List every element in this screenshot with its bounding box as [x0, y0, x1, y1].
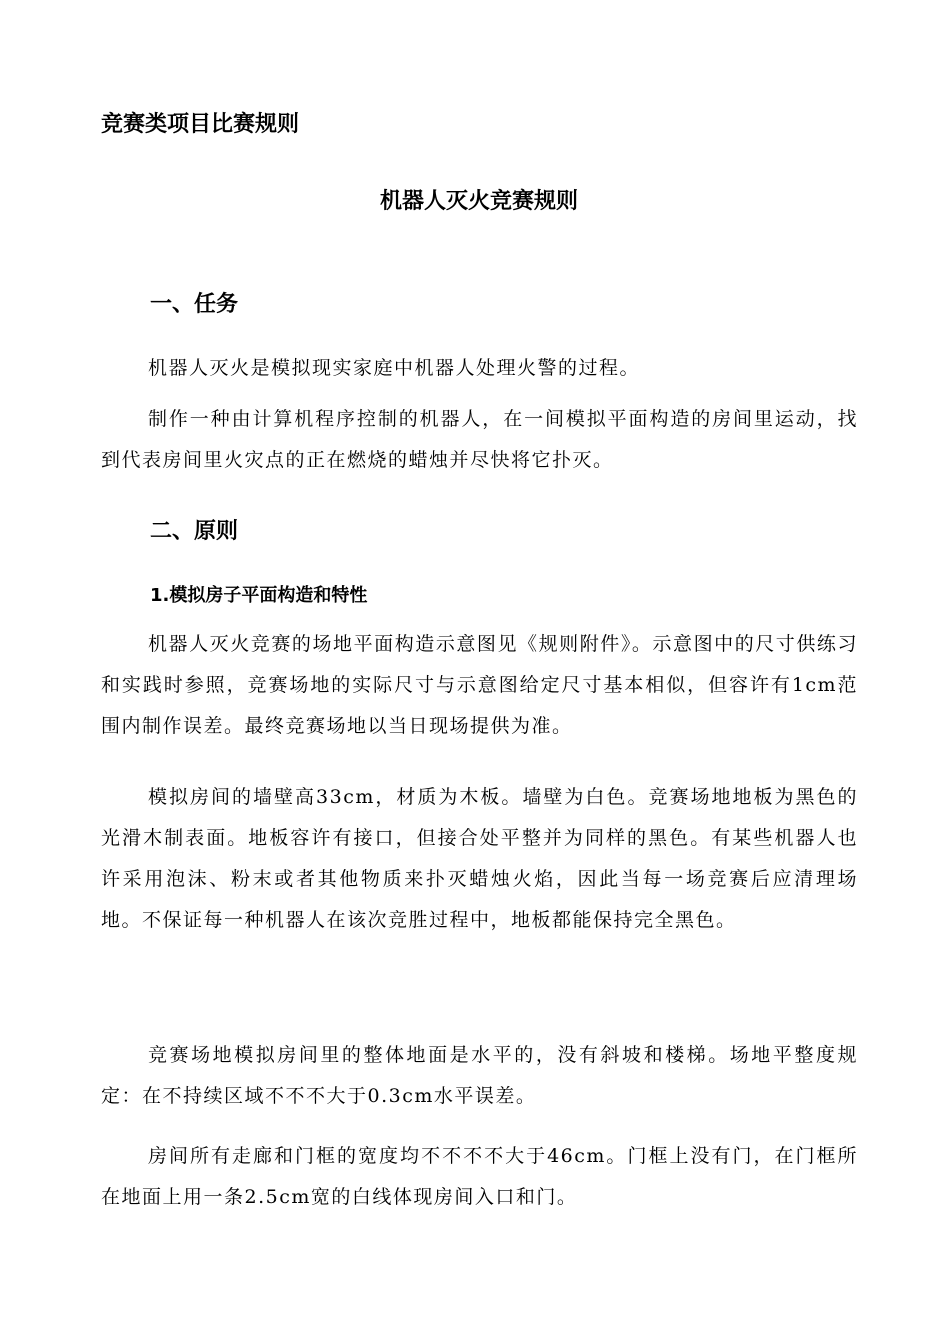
- paragraph-layout-1: 机器人灭火竞赛的场地平面构造示意图见《规则附件》。示意图中的尺寸供练习和实践时参照，竞赛场地的实际尺寸与示意图给定尺寸基本相似，但容许有1cm范围内制作误差。最终竞赛场地以当日现场提供为准。: [101, 633, 858, 737]
- paragraph-task-2: 制作一种由计算机程序控制的机器人，在一间模拟平面构造的房间里运动，找到代表房间里火灾点的正在燃烧的蜡烛并尽快将它扑灭。: [101, 408, 858, 471]
- paragraph-layout-3: 竞赛场地模拟房间里的整体地面是水平的，没有斜坡和楼梯。场地平整度规定：在不持续区域不不不大于0.3cm水平误差。: [101, 1044, 858, 1107]
- paragraph-layout-2: 模拟房间的墙壁高33cm，材质为木板。墙壁为白色。竞赛场地地板为黑色的光滑木制表面。地板容许有接口，但接合处平整并为同样的黑色。有某些机器人也许采用泡沫、粉末或者其他物质来扑灭蜡烛火焰，因此当每一场竞赛后应清理场地。不保证每一种机器人在该次竞胜过程中，地板都能保持完全黑色。: [101, 786, 858, 931]
- subsection-heading-house-layout: 1.模拟房子平面构造和特性: [150, 585, 368, 606]
- document-title: 机器人灭火竞赛规则: [379, 189, 578, 214]
- document-header: 竞赛类项目比赛规则: [101, 112, 300, 137]
- paragraph-task-1: 机器人灭火是模拟现实家庭中机器人处理火警的过程。: [148, 357, 641, 379]
- section-heading-task: 一、任务: [150, 292, 239, 317]
- paragraph-layout-4: 房间所有走廊和门框的宽度均不不不不大于46cm。门框上没有门，在门框所在地面上用一条2.5cm宽的白线体现房间入口和门。: [101, 1145, 858, 1208]
- section-heading-principles: 二、原则: [150, 519, 239, 544]
